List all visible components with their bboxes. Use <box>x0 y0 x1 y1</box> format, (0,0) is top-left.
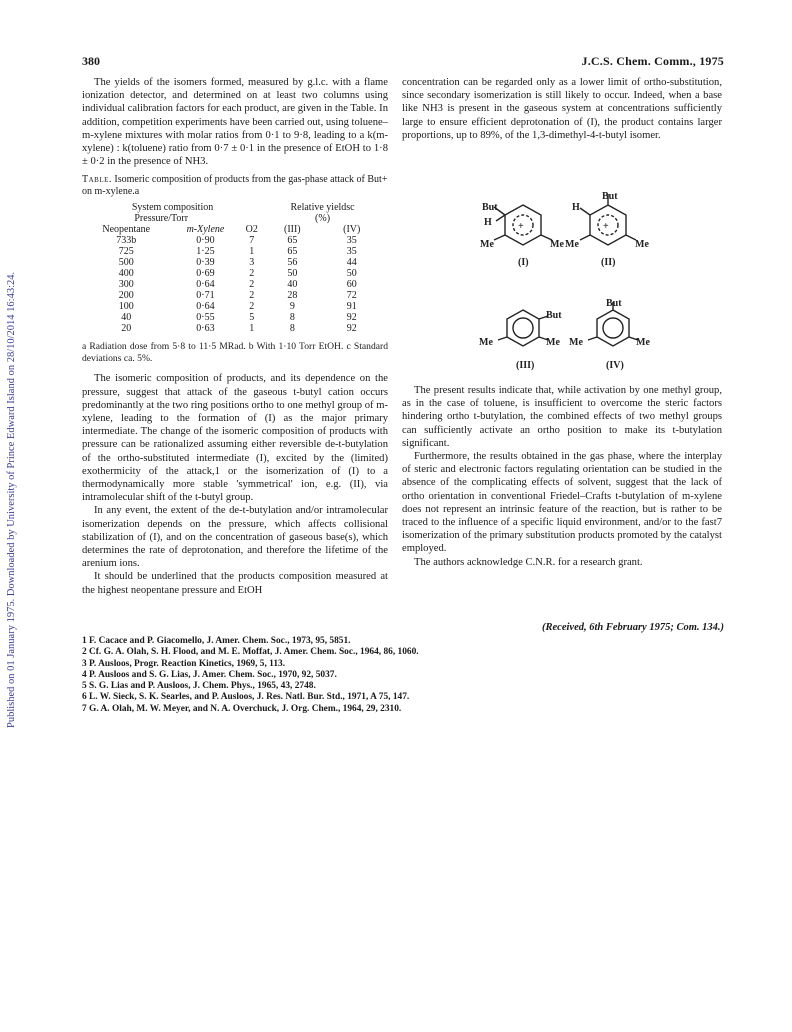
table-row <box>82 235 382 246</box>
table-cell: 0·64 <box>196 279 215 291</box>
page-number: 380 <box>82 54 100 68</box>
table-cell: 60 <box>346 279 357 291</box>
table-row <box>82 257 382 268</box>
label-iv: (IV) <box>606 360 624 371</box>
table-cell: 0·64 <box>196 301 215 313</box>
left-column <box>82 76 388 597</box>
table-caption <box>82 174 388 198</box>
table-cell: 91 <box>346 301 357 313</box>
table-cell: 100 <box>118 301 134 313</box>
table-cell: 1·25 <box>196 246 215 258</box>
but-i: But <box>482 202 498 213</box>
ring-iii-circle <box>513 318 533 338</box>
table-cell: 3 <box>249 257 255 269</box>
table-footnotes: a Radiation dose from 5·8 to 11·5 MRad. b With 1·10 Torr EtOH. c Standard deviations ca. 5%. <box>82 341 388 365</box>
col-header-iv: (IV) <box>343 224 361 236</box>
h-i: H <box>484 217 492 228</box>
table-cell: 35 <box>346 246 357 258</box>
col-header-iii: (III) <box>283 224 301 236</box>
table-cell: 9 <box>289 301 295 313</box>
reference-item: 7 G. A. Olah, M. W. Meyer, and N. A. Overchuck, J. Org. Chem., 1964, 29, 2310. <box>82 703 402 714</box>
paragraph-isomeric: The isomeric composition of products, and its dependence on the pressure, suggest that attack of the gaseous t-butyl cation occurs predominantly at the two ring positions ortho to one methyl group of m-xylene, leading to the formation of (I) as the major primary intermediate. The change of the isomeric composition of products with pressure can be rationalized assuming either reversible de-t-butylation of the ortho-substituted intermediate (I), excited by the (limited) exothermicity of the attack,1 or the isomerization of (I) to a thermodynamically more stable 'symmetrical' ion, e.g. (II), via intramolecular shift of the t-butyl group. <box>82 373 388 504</box>
reference-item: 2 Cf. G. A. Olah, S. H. Flood, and M. E. Moffat, J. Amer. Chem. Soc., 1964, 86, 1060. <box>82 647 419 658</box>
table-cell: 1 <box>249 323 255 335</box>
table-cell: 20 <box>121 323 132 335</box>
label-iii: (III) <box>516 360 535 371</box>
me-i-2: Me <box>550 239 564 250</box>
table-cell: 0·63 <box>196 323 215 335</box>
but-iii: But <box>546 310 562 321</box>
table-cell: 40 <box>121 312 132 324</box>
table-cell: 50 <box>346 268 357 280</box>
ring-iv <box>597 310 629 346</box>
table-row <box>82 301 382 312</box>
paragraph-extent: In any event, the extent of the de-t-butylation and/or intramolecular isomerization depends on the pressure, which affects collisional stabilization of (I), and on the concentration of gaseous base(s), which determines the rate of deprotonation, and therefore the lifetime of the arenium ions. <box>82 505 388 570</box>
table-body <box>82 235 382 334</box>
right-column-bottom <box>402 384 722 569</box>
paragraph-yields: The yields of the isomers formed, measured by g.l.c. with a flame ionization detector, and determined on at least two columns using individual calibration factors for each product, are given in the Table. In addition, competition experiments have been carried out, using toluene–m-xylene mixtures with molar ratios from 0·1 to 9·8, leading to a k(m-xylene) : k(toluene) ratio from 0·7 ± 0·1 in the presence of EtOH to 1·8 ± 0·2 in the presence of NH3. <box>82 77 388 168</box>
composition-table <box>82 202 382 334</box>
table-cell: 0·71 <box>196 290 215 302</box>
table-row <box>82 312 382 323</box>
table-cell: 8 <box>289 312 295 324</box>
table-cell: 40 <box>287 279 298 291</box>
download-watermark: Published on 01 January 1975. Downloaded by University of Prince Edward Island on 28/10/2014 16:43:24. <box>6 271 17 729</box>
table-cell: 72 <box>346 290 357 302</box>
col-header-neopentane: Neopentane <box>102 224 151 236</box>
table-cell: 2 <box>249 279 255 291</box>
table-cell: 44 <box>346 257 357 269</box>
table-cell: 200 <box>118 290 134 302</box>
label-i: (I) <box>518 257 529 268</box>
structures-iii-iv <box>478 298 668 376</box>
bond-i-h <box>496 215 505 221</box>
col-header-m-xylene: m-Xylene <box>186 224 225 236</box>
right-column-top <box>402 76 722 142</box>
paragraph-furthermore: Furthermore, the results obtained in the gas phase, where the interplay of steric and electronic factors regulating orientation can be studied in the absence of the complicating effects of solvent, suggest that the lack of ortho orientation in conventional Friedel–Crafts t-butylation of m-xylene does not represent an intrinsic feature of the reaction, but is rather to be traced to the influence of a specific liquid environment, and/or to the fast7 isomerization of the primary substitution products promoted by the catalyst employed. <box>402 451 722 555</box>
table-cell: 2 <box>249 268 255 280</box>
but-iv: But <box>606 298 622 309</box>
table-cell: 8 <box>289 323 295 335</box>
bond-ii-h <box>580 208 590 215</box>
journal-header: J.C.S. Chem. Comm., 1975 <box>581 54 724 68</box>
col-group-yields: Relative yieldsc <box>290 202 355 214</box>
plus-i: + <box>518 221 524 232</box>
table-row <box>82 268 382 279</box>
paragraph-acknowledgement: The authors acknowledge C.N.R. for a research grant. <box>414 556 643 568</box>
me-i-1: Me <box>480 239 494 250</box>
reference-item: 5 S. G. Lias and P. Ausloos, J. Chem. Phys., 1965, 43, 2748. <box>82 681 316 692</box>
plus-ii: + <box>603 221 609 232</box>
table-cell: 0·69 <box>196 268 215 280</box>
table-label: Table. <box>82 174 112 186</box>
table-cell: 92 <box>346 312 357 324</box>
table-cell: 1 <box>249 246 255 258</box>
me-iv-2: Me <box>569 337 583 348</box>
col-group-pressure: Pressure/Torr <box>134 213 189 225</box>
reference-item: 4 P. Ausloos and S. G. Lias, J. Amer. Chem. Soc., 1970, 92, 5037. <box>82 669 337 680</box>
table-row <box>82 323 382 334</box>
table-cell: 28 <box>287 290 298 302</box>
table-cell: 500 <box>118 257 134 269</box>
table-cell: 56 <box>287 257 298 269</box>
bond-ii-me1 <box>580 235 590 240</box>
table-row <box>82 290 382 301</box>
table-cell: 0·90 <box>196 235 215 247</box>
table-cell: 65 <box>287 235 298 247</box>
paragraph-underlined: It should be underlined that the products composition measured at the highest neopentane pressure and EtOH <box>82 571 388 596</box>
table-cell: 7 <box>249 235 255 247</box>
table-row <box>82 279 382 290</box>
table-cell: 5 <box>249 312 255 324</box>
bond-iv-me2 <box>588 337 597 340</box>
reference-item: 6 L. W. Sieck, S. K. Searles, and P. Ausloos, J. Res. Natl. Bur. Std., 1971, A 75, 147. <box>82 692 410 703</box>
me-iii-2: Me <box>479 337 493 348</box>
me-iii-1: Me <box>546 337 560 348</box>
bond-iii-me2 <box>498 337 507 340</box>
table-cell: 300 <box>118 279 134 291</box>
table-cell: 35 <box>346 235 357 247</box>
me-ii-2: Me <box>635 239 649 250</box>
col-group-percent: (%) <box>315 213 331 225</box>
me-iv-1: Me <box>636 337 650 348</box>
table-cell: 65 <box>287 246 298 258</box>
ring-iv-circle <box>603 318 623 338</box>
table-caption-text: Isomeric composition of products from the gas-phase attack of But+ on m-xylene.a <box>82 174 388 198</box>
table-cell: 725 <box>118 246 134 258</box>
table-cell: 2 <box>249 301 255 313</box>
paragraph-present-results: The present results indicate that, while activation by one methyl group, as in the case of toluene, is insufficient to overcome the steric factors hindering ortho t-butylation, the combined effects of two methyl groups can sufficiently activate an ortho position to make its t-butylation significant. <box>402 385 722 449</box>
table-cell: 733b <box>116 235 137 247</box>
bond-i-me1 <box>494 235 505 240</box>
table-cell: 0·55 <box>196 312 215 324</box>
table-cell: 400 <box>118 268 134 280</box>
col-header-o2: O2 <box>245 224 258 236</box>
table-row <box>82 246 382 257</box>
received-note: (Received, 6th February 1975; Com. 134.) <box>542 622 724 633</box>
h-ii: H <box>572 202 580 213</box>
reference-item: 3 P. Ausloos, Progr. Reaction Kinetics, 1969, 5, 113. <box>82 658 286 669</box>
col-group-system: System composition <box>131 202 214 214</box>
label-ii: (II) <box>601 257 616 268</box>
paragraph-concentration: concentration can be regarded only as a lower limit of ortho-substitution, since secondary isomerization is still likely to occur. Indeed, when a base like NH3 is present in the gaseous system at concentrations sufficiently large to ensure efficient deprotonation of (I), the product contains larger proportions, up to 89%, of the 1,3-dimethyl-4-t-butyl isomer. <box>402 77 722 141</box>
structures-i-ii <box>478 190 668 280</box>
references <box>82 636 722 715</box>
table-cell: 50 <box>287 268 298 280</box>
table-cell: 2 <box>249 290 255 302</box>
me-ii-1: Me <box>565 239 579 250</box>
but-ii: But <box>602 191 618 202</box>
table-cell: 92 <box>346 323 357 335</box>
ring-iii <box>507 310 539 346</box>
reference-item: 1 F. Cacace and P. Giacomello, J. Amer. Chem. Soc., 1973, 95, 5851. <box>82 636 351 646</box>
table-cell: 0·39 <box>196 257 215 269</box>
